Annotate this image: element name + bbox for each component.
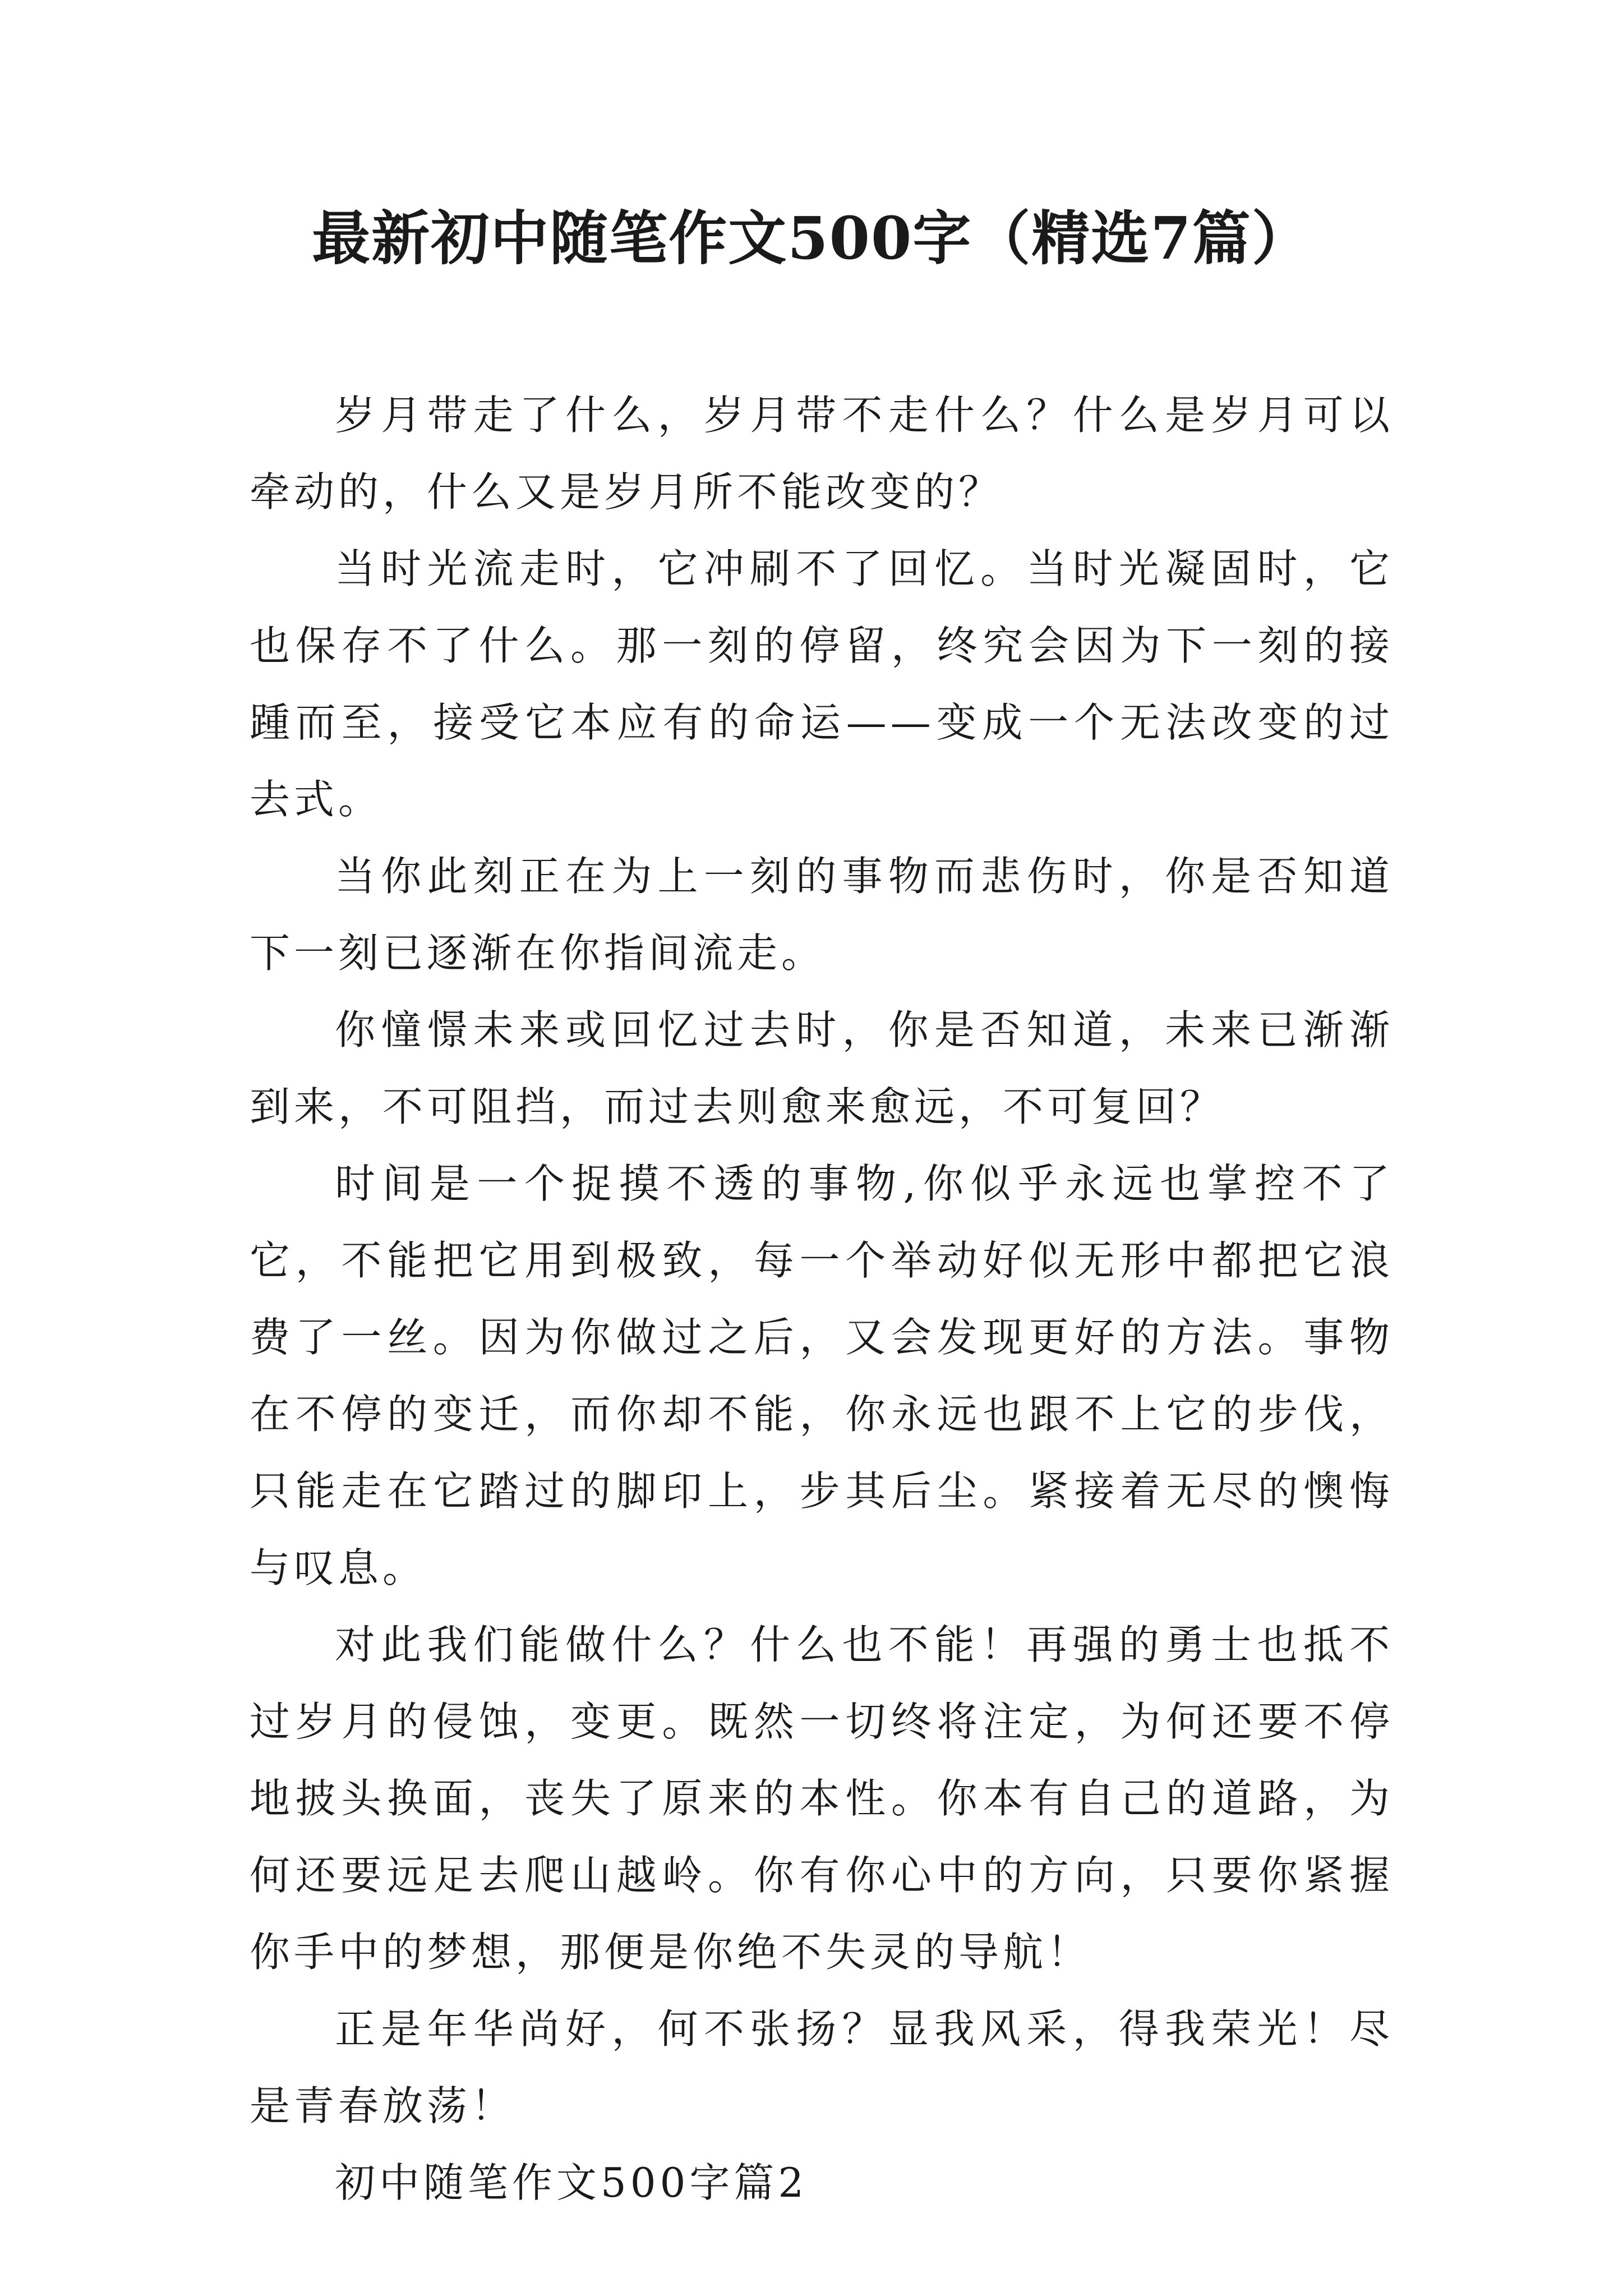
- paragraph-7: 正是年华尚好，何不张扬？显我风采，得我荣光！尽是青春放荡！: [250, 2005, 1394, 2129]
- document-body: [250, 377, 1394, 2221]
- paragraph-6: 对此我们能做什么？什么也不能！再强的勇士也抵不过岁月的侵蚀，变更。既然一切终将注定，为何还要不停地披头换面，丧失了原来的本性。你本有自己的道路，为何还要远足去爬山越岭。你有你心中的方向，只要你紧握你手中的梦想，那便是你绝不失灵的导航！: [250, 1621, 1394, 1976]
- paragraph-2: 当时光流走时，它冲刷不了回忆。当时光凝固时，它也保存不了什么。那一刻的停留，终究会因为下一刻的接踵而至，接受它本应有的命运——变成一个无法改变的过去式。: [250, 545, 1394, 823]
- document-title: 最新初中随笔作文500字（精选7篇）: [312, 204, 1311, 273]
- section-heading: 初中随笔作文500字篇2: [335, 2159, 808, 2206]
- paragraph-3: 当你此刻正在为上一刻的事物而悲伤时，你是否知道下一刻已逐渐在你指间流走。: [250, 853, 1394, 977]
- paragraph-1: 岁月带走了什么，岁月带不走什么？什么是岁月可以牵动的，什么又是岁月所不能改变的？: [250, 392, 1394, 516]
- paragraph-4: 你憧憬未来或回忆过去时，你是否知道，未来已渐渐到来，不可阻挡，而过去则愈来愈远，不可复回？: [250, 1006, 1394, 1130]
- paragraph-5: 时间是一个捉摸不透的事物,你似乎永远也掌控不了它，不能把它用到极致，每一个举动好似无形中都把它浪费了一丝。因为你做过之后，又会发现更好的方法。事物在不停的变迁，而你却不能，你永远也跟不上它的步伐，只能走在它踏过的脚印上，步其后尘。紧接着无尽的懊悔与叹息。: [250, 1160, 1394, 1591]
